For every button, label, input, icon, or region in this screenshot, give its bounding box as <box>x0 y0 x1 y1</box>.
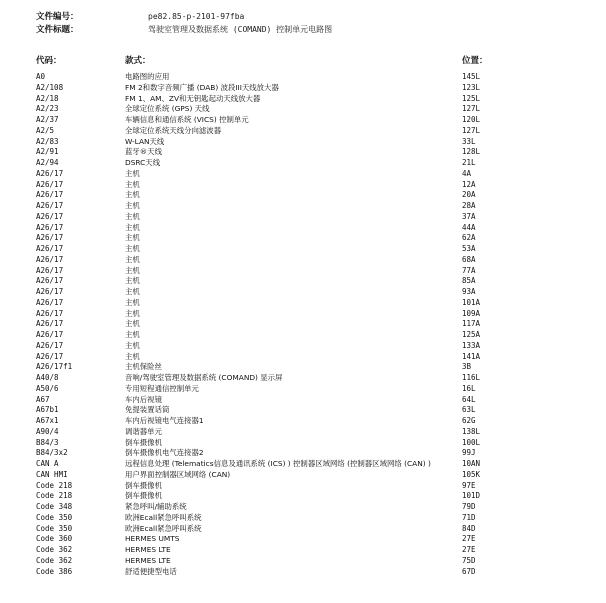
row-position: 84D <box>462 523 476 533</box>
row-position: 63L <box>462 405 476 415</box>
row-code: A26/17f1 <box>36 362 73 372</box>
row-position: 128L <box>462 147 481 157</box>
table-row <box>0 255 606 266</box>
row-position: 120L <box>462 115 481 124</box>
row-position: 21L <box>462 158 476 167</box>
table-row <box>0 470 606 481</box>
row-position: 64L <box>462 394 476 404</box>
row-position: 117A <box>462 319 481 329</box>
row-description: 蓝牙®天线 <box>125 147 162 157</box>
row-description: 车内后视镜 <box>125 394 162 404</box>
table-row <box>0 427 606 438</box>
row-position: 79D <box>462 502 476 511</box>
row-description: 主机 <box>125 265 140 275</box>
row-position: 127L <box>462 104 481 114</box>
row-position: 138L <box>462 426 481 436</box>
row-position: 71D <box>462 512 476 522</box>
table-row <box>0 298 606 309</box>
row-position: 85A <box>462 276 476 286</box>
row-code: A26/17 <box>36 222 64 232</box>
column-header-code: 代码： <box>36 56 62 66</box>
row-position: 62A <box>462 233 476 243</box>
row-position: 12A <box>462 179 476 189</box>
table-row <box>0 319 606 330</box>
table-row <box>0 567 606 578</box>
row-code: A2/91 <box>36 147 59 157</box>
table-row <box>0 201 606 212</box>
row-code: Code 386 <box>36 566 73 576</box>
row-position: 125L <box>462 93 481 103</box>
row-description: 倒车摄像机电气连接器2 <box>125 448 204 458</box>
table-row <box>0 94 606 105</box>
row-position: 44A <box>462 222 476 232</box>
table-row <box>0 384 606 395</box>
table-row <box>0 212 606 223</box>
table-row <box>0 502 606 513</box>
table-row <box>0 276 606 287</box>
row-position: 145L <box>462 72 481 81</box>
row-position: 123L <box>462 82 481 92</box>
row-code: A2/37 <box>36 115 59 124</box>
row-description: 全球定位系统 (GPS) 天线 <box>125 104 210 114</box>
table-row <box>0 513 606 524</box>
row-description: 主机 <box>125 222 140 232</box>
column-header-desc: 款式： <box>125 56 151 66</box>
row-code: A26/17 <box>36 276 64 286</box>
row-code: A2/18 <box>36 93 59 103</box>
table-row <box>0 244 606 255</box>
row-description: 免提装置话筒 <box>125 405 170 415</box>
row-code: A26/17 <box>36 330 64 339</box>
table-row <box>0 309 606 320</box>
row-code: Code 350 <box>36 523 73 533</box>
row-position: 101D <box>462 491 481 501</box>
row-position: 33L <box>462 136 476 146</box>
row-description: 用户界面控制器区域网络 (CAN) <box>125 469 231 479</box>
row-description: 主机 <box>125 254 140 264</box>
table-row <box>0 190 606 201</box>
row-code: A26/17 <box>36 351 64 361</box>
table-row <box>0 72 606 83</box>
doc-number-value: pe82.85-p-2101-97fba <box>148 12 245 21</box>
row-description: FM 2和数字音频广播 (DAB) 波段III天线放大器 <box>125 82 279 92</box>
row-code: A26/17 <box>36 201 64 210</box>
row-description: 专用短程通信控制单元 <box>125 383 199 393</box>
row-code: A26/17 <box>36 287 64 296</box>
row-position: 16L <box>462 383 476 393</box>
row-description: 主机 <box>125 211 140 221</box>
row-code: A26/17 <box>36 254 64 264</box>
row-description: 调谐器单元 <box>125 426 162 436</box>
row-description: FM 1、AM、ZV和无钥匙起动天线放大器 <box>125 93 261 103</box>
row-description: 电路图的应用 <box>125 72 170 81</box>
row-description: 主机 <box>125 179 140 189</box>
table-row <box>0 448 606 459</box>
table-row <box>0 481 606 492</box>
row-position: 141A <box>462 351 481 361</box>
table-row <box>0 405 606 416</box>
row-description: 主机 <box>125 308 140 318</box>
row-position: 3B <box>462 362 472 372</box>
row-description: 舒适便捷型电话 <box>125 566 177 576</box>
table-row <box>0 330 606 341</box>
row-position: 109A <box>462 308 481 318</box>
row-description: HERMES LTE <box>125 555 171 565</box>
row-position: 37A <box>462 211 476 221</box>
table-row <box>0 104 606 115</box>
table-row <box>0 180 606 191</box>
table-row <box>0 115 606 126</box>
row-position: 53A <box>462 244 476 253</box>
row-position: 125A <box>462 330 481 339</box>
table-row <box>0 556 606 567</box>
row-position: 67D <box>462 566 476 576</box>
row-position: 127L <box>462 125 481 135</box>
row-description: 主机 <box>125 190 140 200</box>
row-description: 主机 <box>125 201 140 210</box>
row-description: 倒车摄像机 <box>125 437 162 447</box>
row-position: 100L <box>462 437 481 447</box>
table-row <box>0 341 606 352</box>
table-row <box>0 395 606 406</box>
doc-title-label: 文件标题： <box>36 25 79 35</box>
row-description: 车辆信息和通信系统 (VICS) 控制单元 <box>125 115 249 124</box>
row-code: A26/17 <box>36 168 64 178</box>
row-code: A2/23 <box>36 104 59 114</box>
row-code: A26/17 <box>36 190 64 200</box>
row-code: A0 <box>36 72 46 81</box>
doc-number-label: 文件编号： <box>36 12 79 22</box>
table-row <box>0 126 606 137</box>
table-row <box>0 438 606 449</box>
row-description: 主机保险丝 <box>125 362 162 372</box>
row-code: Code 348 <box>36 502 73 511</box>
row-code: A2/108 <box>36 82 64 92</box>
row-position: 20A <box>462 190 476 200</box>
table-row <box>0 83 606 94</box>
row-code: A26/17 <box>36 233 64 243</box>
row-description: 音响/驾驶室管理及数据系统 (COMAND) 显示屏 <box>125 373 283 382</box>
row-description: 主机 <box>125 244 140 253</box>
column-header-pos: 位置： <box>462 56 488 66</box>
row-code: Code 350 <box>36 512 73 522</box>
row-description: 主机 <box>125 287 140 296</box>
table-row <box>0 158 606 169</box>
row-position: 99J <box>462 448 476 458</box>
table-row <box>0 524 606 535</box>
row-description: 主机 <box>125 319 140 329</box>
row-position: 93A <box>462 287 476 296</box>
table-row <box>0 223 606 234</box>
table-row <box>0 459 606 470</box>
row-position: 75D <box>462 555 476 565</box>
table-row <box>0 137 606 148</box>
row-code: A26/17 <box>36 265 64 275</box>
row-description: 主机 <box>125 233 140 243</box>
row-description: 欧洲Ecall紧急呼叫系统 <box>125 523 202 533</box>
row-description: 倒车摄像机 <box>125 480 162 490</box>
row-code: B84/3x2 <box>36 448 68 458</box>
row-code: A50/6 <box>36 383 59 393</box>
row-position: 105K <box>462 469 481 479</box>
row-description: 主机 <box>125 168 140 178</box>
row-description: 倒车摄像机 <box>125 491 162 501</box>
row-position: 77A <box>462 265 476 275</box>
row-description: W-LAN天线 <box>125 136 165 146</box>
row-code: A26/17 <box>36 297 64 307</box>
row-description: HERMES LTE <box>125 545 171 554</box>
table-row <box>0 534 606 545</box>
row-code: A90/4 <box>36 426 59 436</box>
row-code: A67x1 <box>36 416 59 425</box>
row-position: 133A <box>462 340 481 350</box>
row-code: A26/17 <box>36 340 64 350</box>
row-description: 紧急呼叫/辅助系统 <box>125 502 187 511</box>
row-code: Code 360 <box>36 534 73 544</box>
row-code: CAN A <box>36 459 59 468</box>
row-position: 27E <box>462 534 476 544</box>
row-description: 主机 <box>125 297 140 307</box>
row-code: Code 218 <box>36 480 73 490</box>
component-list <box>0 72 606 577</box>
row-code: A2/5 <box>36 125 55 135</box>
row-position: 62G <box>462 416 476 425</box>
row-description: 欧洲Ecall紧急呼叫系统 <box>125 512 202 522</box>
row-description: HERMES UMTS <box>125 534 180 544</box>
row-description: 主机 <box>125 340 140 350</box>
row-position: 116L <box>462 373 481 382</box>
table-row <box>0 233 606 244</box>
row-position: 10AN <box>462 459 481 468</box>
row-code: A26/17 <box>36 319 64 329</box>
table-row <box>0 373 606 384</box>
row-code: A67 <box>36 394 50 404</box>
row-code: A26/17 <box>36 179 64 189</box>
row-code: A2/83 <box>36 136 59 146</box>
table-row <box>0 169 606 180</box>
row-code: B84/3 <box>36 437 59 447</box>
row-position: 68A <box>462 254 476 264</box>
table-row <box>0 491 606 502</box>
table-row <box>0 362 606 373</box>
row-code: Code 362 <box>36 545 73 554</box>
table-row <box>0 147 606 158</box>
row-description: 主机 <box>125 276 140 286</box>
table-row <box>0 266 606 277</box>
row-description: 车内后视镜电气连接器1 <box>125 416 204 425</box>
row-code: A67b1 <box>36 405 59 415</box>
doc-title-value: 驾驶室管理及数据系统 (COMAND) 控制单元电路图 <box>148 25 333 34</box>
row-code: A26/17 <box>36 211 64 221</box>
table-row <box>0 352 606 363</box>
row-code: A2/94 <box>36 158 59 167</box>
row-description: 全球定位系统天线分向滤波器 <box>125 125 222 135</box>
row-code: A26/17 <box>36 244 64 253</box>
row-position: 97E <box>462 480 476 490</box>
table-row <box>0 416 606 427</box>
row-position: 101A <box>462 297 481 307</box>
row-position: 4A <box>462 168 472 178</box>
row-description: 主机 <box>125 351 140 361</box>
table-row <box>0 545 606 556</box>
row-code: CAN HMI <box>36 469 68 479</box>
row-code: Code 362 <box>36 555 73 565</box>
row-position: 28A <box>462 201 476 210</box>
row-code: A26/17 <box>36 308 64 318</box>
row-position: 27E <box>462 545 476 554</box>
row-description: 主机 <box>125 330 140 339</box>
table-row <box>0 287 606 298</box>
row-description: DSRC天线 <box>125 158 161 167</box>
row-code: A40/8 <box>36 373 59 382</box>
row-code: Code 218 <box>36 491 73 501</box>
row-description: 远程信息处理 (Telematics信息及通讯系统 (ICS) ) 控制器区域网络 (控制器区域网络 (CAN) ) <box>125 459 431 468</box>
